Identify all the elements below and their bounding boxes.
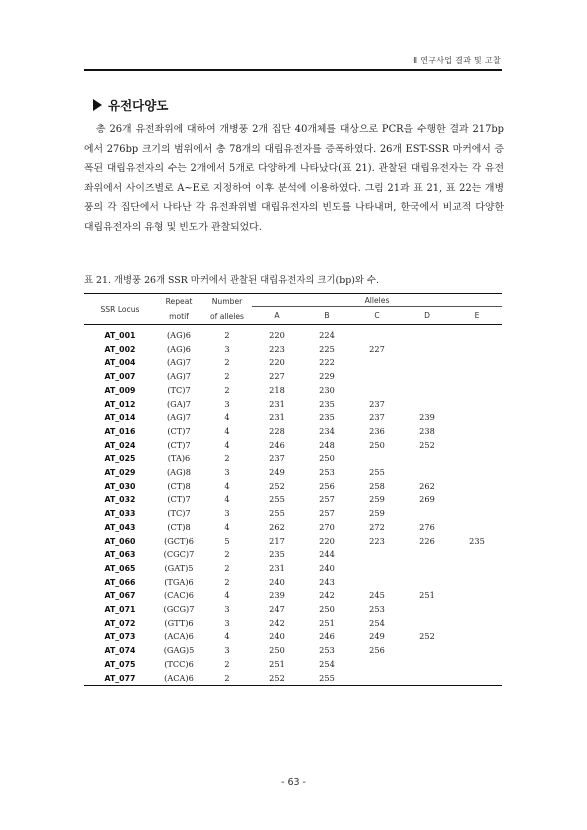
cell-allele-e (452, 507, 502, 521)
cell-locus: AT_065 (104, 563, 136, 573)
cell-locus: AT_074 (104, 646, 136, 656)
cell-allele-c: 227 (369, 343, 385, 354)
cell-allele-b: 253 (319, 467, 335, 478)
cell-allele-d: 226 (419, 535, 435, 546)
cell-allele-c (352, 452, 402, 466)
cell-allele-c: 259 (369, 494, 385, 505)
cell-locus: AT_066 (104, 577, 136, 587)
cell-allele-e (452, 630, 502, 644)
cell-allele-a: 228 (269, 425, 285, 436)
cell-allele-c (352, 672, 402, 686)
table-row (84, 548, 502, 562)
cell-allele-d (402, 325, 452, 343)
cell-locus: AT_043 (104, 522, 136, 532)
cell-number-of-alleles: 3 (224, 604, 230, 615)
triangle-bullet-icon (93, 99, 102, 111)
cell-number-of-alleles: 4 (224, 631, 230, 642)
cell-repeat-motif: (CT)8 (167, 480, 191, 491)
table-row (84, 425, 502, 439)
cell-allele-c: 253 (369, 604, 385, 615)
cell-number-of-alleles: 3 (224, 343, 230, 354)
cell-allele-e (452, 576, 502, 590)
cell-allele-d (402, 562, 452, 576)
cell-locus: AT_077 (84, 672, 156, 686)
cell-repeat-motif: (CT)7 (167, 439, 191, 450)
table-row (84, 384, 502, 398)
table-row (84, 411, 502, 425)
table-row (84, 343, 502, 357)
cell-allele-e (452, 672, 502, 686)
table-row (84, 398, 502, 412)
cell-number-of-alleles: 4 (224, 480, 230, 491)
cell-allele-a: 239 (269, 590, 285, 601)
cell-allele-d: 252 (419, 439, 435, 450)
cell-locus: AT_025 (104, 454, 136, 464)
cell-locus: AT_060 (104, 536, 136, 546)
table-row (84, 603, 502, 617)
cell-allele-c: 237 (369, 412, 385, 423)
cell-allele-c (352, 356, 402, 370)
cell-number-of-alleles: 4 (224, 439, 230, 450)
cell-allele-a: 252 (252, 672, 302, 686)
cell-allele-d (402, 658, 452, 672)
cell-repeat-motif: (GCG)7 (163, 604, 195, 615)
cell-number-of-alleles: 5 (224, 535, 230, 546)
cell-allele-a: 246 (269, 439, 285, 450)
table-row (84, 507, 502, 521)
cell-number-of-alleles: 4 (224, 590, 230, 601)
cell-allele-b: 251 (319, 617, 335, 628)
cell-number-of-alleles: 3 (224, 617, 230, 628)
cell-locus: AT_001 (104, 331, 136, 340)
cell-repeat-motif: (AG)7 (166, 412, 192, 423)
cell-locus: AT_033 (104, 509, 136, 519)
cell-allele-e (452, 548, 502, 562)
cell-repeat-motif: (AG)6 (166, 330, 192, 340)
cell-locus: AT_072 (104, 618, 136, 628)
cell-allele-c: 255 (369, 467, 385, 478)
cell-allele-e (452, 589, 502, 603)
cell-allele-e (452, 617, 502, 631)
cell-allele-c (352, 658, 402, 672)
col-header-number-of-alleles (202, 294, 252, 325)
cell-repeat-motif: (TA)6 (167, 453, 191, 464)
cell-allele-e: 235 (469, 535, 485, 546)
table-row (84, 589, 502, 603)
cell-allele-e (452, 603, 502, 617)
cell-allele-a: 247 (269, 604, 285, 615)
table-row (84, 493, 502, 507)
cell-allele-d (402, 617, 452, 631)
cell-allele-b: 244 (319, 549, 335, 560)
cell-allele-a: 251 (269, 658, 285, 669)
cell-number-of-alleles: 2 (224, 357, 230, 368)
cell-locus: AT_002 (104, 344, 136, 354)
cell-allele-b: 250 (319, 453, 335, 464)
cell-allele-a: 240 (269, 631, 285, 642)
col-header-d: D (402, 307, 452, 325)
cell-repeat-motif: (CT)8 (167, 521, 191, 532)
cell-locus: AT_014 (104, 413, 136, 423)
cell-repeat-motif: (TC)7 (167, 508, 191, 519)
cell-number-of-alleles: 2 (224, 658, 230, 669)
cell-allele-c (352, 384, 402, 398)
cell-allele-b: 235 (319, 412, 335, 423)
cell-allele-e (452, 356, 502, 370)
cell-allele-a: 252 (269, 480, 285, 491)
cell-repeat-motif: (ACA)6 (164, 631, 194, 642)
cell-allele-e (452, 480, 502, 494)
table-row (84, 325, 502, 343)
cell-repeat-motif: (CT)7 (167, 425, 191, 436)
table-row (84, 370, 502, 384)
cell-number-of-alleles: 2 (224, 549, 230, 560)
col-header-repeat-motif (156, 294, 202, 325)
cell-allele-c: 223 (369, 535, 385, 546)
cell-locus: AT_063 (104, 550, 136, 560)
cell-number-of-alleles: 2 (224, 384, 230, 395)
cell-allele-e (452, 466, 502, 480)
col-header-repeat-line2: motif (169, 312, 189, 321)
cell-allele-c: 237 (369, 398, 385, 409)
cell-allele-a: 235 (269, 549, 285, 560)
table-row (84, 617, 502, 631)
col-header-repeat-line1: Repeat (165, 297, 193, 306)
cell-allele-b: 235 (319, 398, 335, 409)
cell-allele-e (452, 398, 502, 412)
cell-allele-d (402, 370, 452, 384)
cell-allele-b: 256 (319, 480, 335, 491)
col-header-a: A (252, 307, 302, 325)
cell-allele-c (352, 576, 402, 590)
cell-allele-a: 249 (269, 467, 285, 478)
cell-allele-b: 234 (319, 425, 335, 436)
cell-allele-d (402, 452, 452, 466)
cell-repeat-motif: (AG)6 (166, 343, 192, 354)
cell-allele-a: 217 (269, 535, 285, 546)
cell-repeat-motif: (GAG)5 (163, 645, 195, 656)
cell-number-of-alleles: 2 (224, 562, 230, 573)
table-row (84, 439, 502, 453)
cell-allele-a: 218 (269, 384, 285, 395)
cell-allele-e (452, 521, 502, 535)
cell-locus: AT_067 (104, 591, 136, 601)
cell-allele-a: 237 (269, 453, 285, 464)
header-rule (84, 69, 502, 71)
cell-allele-a: 231 (269, 412, 285, 423)
cell-allele-d (402, 603, 452, 617)
cell-locus: AT_004 (104, 358, 136, 368)
cell-repeat-motif: (AG)7 (166, 371, 192, 382)
cell-allele-d: 262 (419, 480, 435, 491)
cell-allele-c (352, 548, 402, 562)
cell-allele-e (452, 493, 502, 507)
allele-table (84, 293, 502, 686)
cell-allele-a: 240 (269, 576, 285, 587)
cell-allele-e (452, 452, 502, 466)
cell-allele-a: 220 (269, 357, 285, 368)
cell-allele-b: 222 (319, 357, 335, 368)
cell-allele-e (452, 644, 502, 658)
cell-allele-d: 269 (419, 494, 435, 505)
col-header-number-line1: Number (211, 297, 243, 306)
table-row (84, 630, 502, 644)
cell-allele-a: 262 (269, 521, 285, 532)
allele-table-body (84, 325, 502, 686)
cell-allele-b: 220 (319, 535, 335, 546)
cell-allele-c (352, 370, 402, 384)
cell-repeat-motif: (CAC)6 (163, 590, 195, 601)
cell-allele-e (452, 562, 502, 576)
table-caption: 표 21. 개병풍 26개 SSR 마커에서 관찰된 대립유전자의 크기(bp)와 수. (84, 275, 379, 286)
cell-allele-e (452, 325, 502, 343)
cell-allele-d: 251 (419, 590, 435, 601)
cell-number-of-alleles: 4 (224, 425, 230, 436)
table-row (84, 452, 502, 466)
cell-locus: AT_012 (104, 399, 136, 409)
cell-locus: AT_029 (104, 468, 136, 478)
cell-allele-c: 254 (369, 617, 385, 628)
cell-number-of-alleles: 2 (224, 453, 230, 464)
cell-allele-b: 224 (319, 330, 335, 340)
cell-allele-d (402, 356, 452, 370)
cell-allele-b: 243 (319, 576, 335, 587)
cell-allele-b: 250 (319, 604, 335, 615)
cell-allele-d: 238 (419, 425, 435, 436)
cell-allele-c (352, 562, 402, 576)
cell-repeat-motif: (CGC)7 (163, 549, 195, 560)
cell-allele-a: 223 (269, 343, 285, 354)
cell-allele-c: 256 (369, 645, 385, 656)
table-row (84, 480, 502, 494)
cell-locus: AT_032 (104, 495, 136, 505)
cell-allele-c: 250 (369, 439, 385, 450)
col-header-alleles: Alleles (252, 294, 502, 307)
cell-allele-c: 236 (369, 425, 385, 436)
cell-allele-a: 242 (269, 617, 285, 628)
table-row (84, 535, 502, 549)
col-header-number-line2: of alleles (209, 312, 245, 321)
cell-number-of-alleles: 3 (224, 645, 230, 656)
cell-allele-a: 231 (269, 398, 285, 409)
cell-allele-b: 270 (319, 521, 335, 532)
table-row (84, 644, 502, 658)
cell-allele-b: 229 (319, 371, 335, 382)
section-title: 유전다양도 (108, 98, 169, 113)
cell-allele-c: 258 (369, 480, 385, 491)
cell-locus: AT_030 (104, 481, 136, 491)
table-row (84, 521, 502, 535)
cell-allele-a: 255 (269, 508, 285, 519)
cell-allele-b: 254 (319, 658, 335, 669)
cell-allele-b: 242 (319, 590, 335, 601)
cell-allele-b: 225 (319, 343, 335, 354)
cell-number-of-alleles: 2 (224, 371, 230, 382)
body-paragraph: 총 26개 유전좌위에 대하여 개병풍 2개 집단 40개체를 대상으로 PCR을 수행한 결과 217bp에서 276bp 크기의 범위에서 총 78개의 대립유전자를 증폭하였다. 26개 EST-SSR 마커에서 증폭된 대립유전자의 수는 2개에서 5개로 다양하게 나타났다(표 21). 관찰된 대립유전자는 각 유전좌위에서 사이즈별로 A~E로 지정하여 이후 분석에 이용하였다. 그림 21과 표 21, 표 22는 개병풍의 각 집단에서 나타난 각 유전좌위별 대립유전자의 빈도를 나타내며, 한국에서 비교적 다양한 대립유전자의 유형 및 빈도가 관찰되었다. (84, 124, 504, 233)
cell-number-of-alleles: 2 (202, 672, 252, 686)
col-header-e: E (452, 307, 502, 325)
running-head: Ⅱ 연구사업 결과 및 고찰 (413, 56, 501, 65)
cell-repeat-motif: (AG)7 (166, 357, 192, 368)
cell-number-of-alleles: 4 (224, 521, 230, 532)
cell-allele-c: 259 (369, 508, 385, 519)
table-row (84, 466, 502, 480)
cell-allele-b: 230 (319, 384, 335, 395)
col-header-c: C (352, 307, 402, 325)
table-row (84, 672, 502, 686)
cell-allele-b: 240 (319, 562, 335, 573)
cell-allele-a: 231 (269, 562, 285, 573)
cell-allele-d (402, 644, 452, 658)
cell-allele-a: 220 (269, 330, 285, 340)
cell-number-of-alleles: 4 (224, 494, 230, 505)
cell-allele-a: 227 (269, 371, 285, 382)
table-row (84, 562, 502, 576)
cell-locus: AT_024 (104, 440, 136, 450)
cell-allele-c (352, 325, 402, 343)
cell-allele-d (402, 548, 452, 562)
cell-allele-d: 239 (419, 412, 435, 423)
cell-number-of-alleles: 3 (224, 508, 230, 519)
cell-repeat-motif: (ACA)6 (156, 672, 202, 686)
cell-number-of-alleles: 2 (224, 576, 230, 587)
cell-repeat-motif: (TC)7 (167, 384, 191, 395)
table-row (84, 576, 502, 590)
cell-repeat-motif: (AG)8 (166, 467, 192, 478)
cell-allele-e (452, 439, 502, 453)
cell-allele-c: 272 (369, 521, 385, 532)
table-row (84, 356, 502, 370)
cell-allele-b: 246 (319, 631, 335, 642)
cell-repeat-motif: (TCC)6 (164, 658, 194, 669)
cell-repeat-motif: (TGA)6 (164, 576, 194, 587)
cell-repeat-motif: (GA)7 (166, 398, 192, 409)
cell-repeat-motif: (CT)7 (167, 494, 191, 505)
table-row (84, 658, 502, 672)
cell-locus: AT_075 (104, 659, 136, 669)
cell-allele-d (402, 576, 452, 590)
cell-allele-b: 255 (302, 672, 352, 686)
section-heading (93, 96, 168, 114)
cell-allele-d: 252 (419, 631, 435, 642)
cell-allele-d (402, 343, 452, 357)
cell-repeat-motif: (GTT)6 (164, 617, 194, 628)
cell-allele-e (452, 343, 502, 357)
cell-allele-b: 257 (319, 494, 335, 505)
cell-repeat-motif: (GAT)5 (164, 562, 194, 573)
cell-locus: AT_016 (104, 426, 136, 436)
cell-allele-d (402, 507, 452, 521)
col-header-locus: SSR Locus (84, 294, 156, 325)
cell-allele-a: 250 (269, 645, 285, 656)
cell-allele-c: 245 (369, 590, 385, 601)
cell-allele-e (452, 658, 502, 672)
cell-locus: AT_009 (104, 385, 136, 395)
cell-allele-d (402, 398, 452, 412)
cell-allele-b: 253 (319, 645, 335, 656)
cell-number-of-alleles: 3 (224, 467, 230, 478)
cell-number-of-alleles: 2 (224, 330, 230, 340)
cell-allele-d: 276 (419, 521, 435, 532)
cell-allele-c: 249 (369, 631, 385, 642)
cell-locus: AT_071 (104, 605, 136, 615)
page-number: - 63 - (281, 777, 306, 788)
cell-allele-e (452, 384, 502, 398)
cell-repeat-motif: (GCT)6 (164, 535, 194, 546)
col-header-b: B (302, 307, 352, 325)
cell-number-of-alleles: 3 (224, 398, 230, 409)
cell-allele-e (452, 425, 502, 439)
cell-locus: AT_073 (104, 632, 136, 642)
cell-allele-d (402, 466, 452, 480)
cell-allele-a: 255 (269, 494, 285, 505)
cell-allele-b: 257 (319, 508, 335, 519)
cell-number-of-alleles: 4 (224, 412, 230, 423)
cell-allele-d (402, 384, 452, 398)
cell-allele-e (452, 411, 502, 425)
cell-allele-d (402, 672, 452, 686)
cell-allele-e (452, 370, 502, 384)
cell-allele-b: 248 (319, 439, 335, 450)
cell-locus: AT_007 (104, 372, 136, 382)
